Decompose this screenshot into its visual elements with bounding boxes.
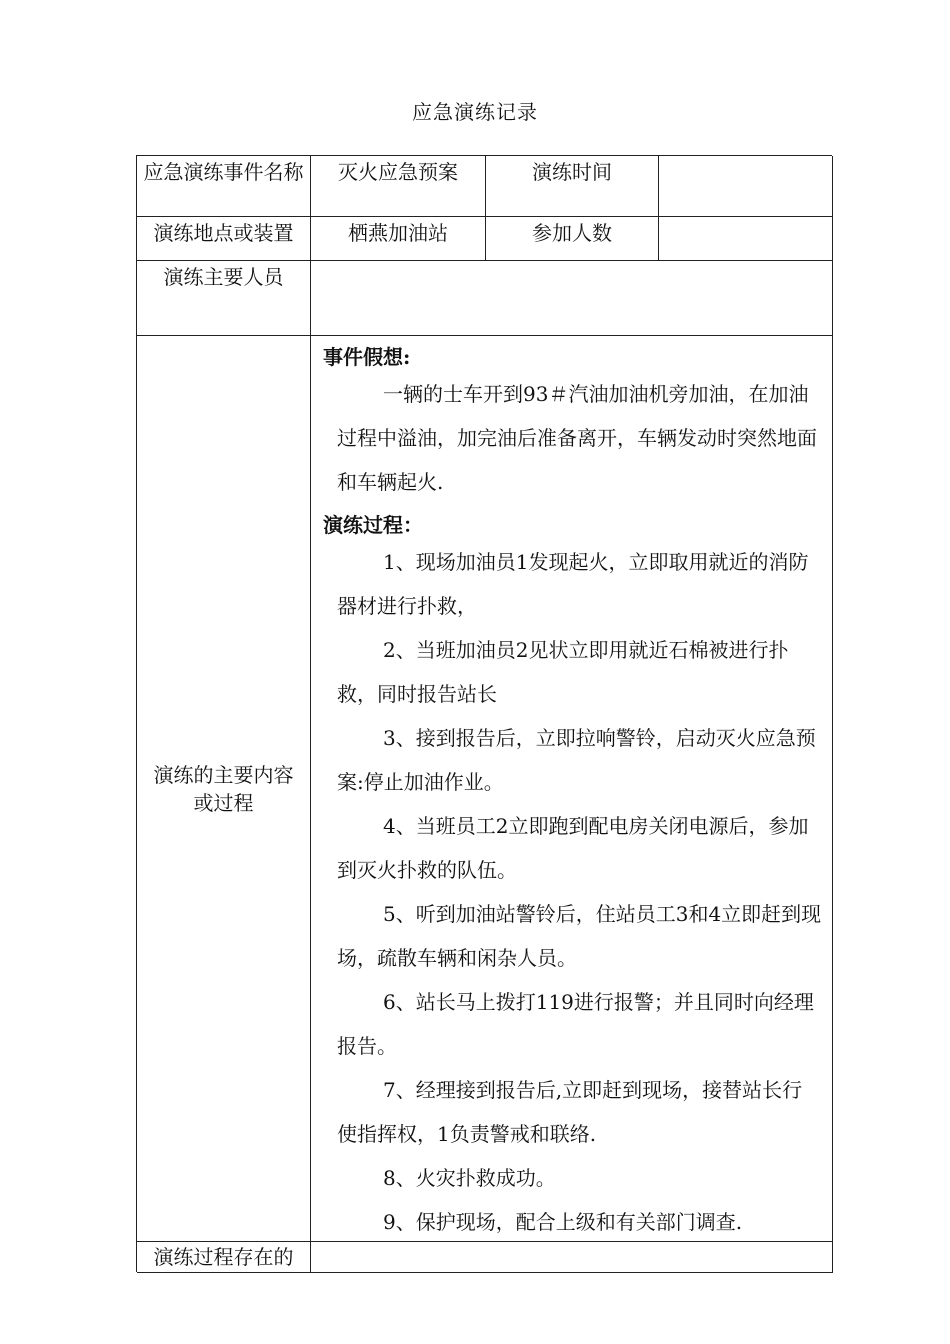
issues-label: 演练过程存在的: [153, 1245, 294, 1269]
event-name-value: 灭火应急预案: [338, 160, 458, 184]
event-name-value-cell: [311, 156, 486, 217]
participants-label: 参加人数: [532, 221, 612, 245]
issues-value-cell: [311, 1242, 833, 1273]
content-label-cell: [137, 336, 311, 1242]
process-heading: 演练过程：: [323, 513, 423, 537]
location-label-cell: [137, 217, 311, 261]
drill-time-label: 演练时间: [532, 160, 612, 184]
main-personnel-value-cell: [311, 261, 833, 336]
event-name-label: 应急演练事件名称: [143, 160, 304, 184]
drill-record-table: [136, 155, 832, 1272]
participants-label-cell: [486, 217, 659, 261]
main-personnel-label-cell: [137, 261, 311, 336]
content-value-cell: [311, 336, 833, 1242]
main-personnel-label: 演练主要人员: [163, 265, 284, 289]
scenario-text: 一辆的士车开到93＃汽油加油机旁加油，在加油过程中溢油，加完油后准备离开，车辆发动时突然地面和车辆起火.: [337, 382, 817, 494]
process-step: 8、火灾扑救成功。: [383, 1166, 556, 1190]
process-step: 3、接到报告后，立即拉响警铃，启动灭火应急预案:停止加油作业。: [337, 726, 816, 794]
issues-label-cell: [137, 1242, 311, 1273]
process-step: 1、现场加油员1发现起火，立即取用就近的消防器材进行扑救，: [337, 550, 809, 618]
location-label: 演练地点或装置: [153, 221, 294, 245]
process-step: 2、当班加油员2见状立即用就近石棉被进行扑救，同时报告站长: [337, 638, 789, 706]
content-label: 演练的主要内容或过程: [153, 762, 294, 815]
process-step: 4、当班员工2立即跑到配电房关闭电源后，参加到灭火扑救的队伍。: [337, 814, 809, 882]
location-value: 栖燕加油站: [348, 221, 448, 245]
page-title: 应急演练记录: [412, 100, 538, 124]
scenario-heading: 事件假想:: [323, 345, 411, 369]
process-step: 6、站长马上拨打119进行报警；并且同时向经理报告。: [337, 990, 814, 1058]
participants-value: [659, 217, 832, 219]
drill-time-value-cell: [659, 156, 833, 217]
process-step: 5、听到加油站警铃后，住站员工3和4立即赶到现场，疏散车辆和闲杂人员。: [337, 902, 822, 970]
process-step: 7、经理接到报告后,立即赶到现场，接替站长行使指挥权，1负责警戒和联络.: [337, 1078, 803, 1146]
participants-value-cell: [659, 217, 833, 261]
issues-value: [311, 1242, 832, 1244]
location-value-cell: [311, 217, 486, 261]
event-name-label-cell: [137, 156, 311, 217]
drill-time-label-cell: [486, 156, 659, 217]
drill-time-value: [659, 156, 832, 158]
main-personnel-value: [311, 261, 832, 263]
process-step: 9、保护现场，配合上级和有关部门调查.: [383, 1210, 743, 1234]
